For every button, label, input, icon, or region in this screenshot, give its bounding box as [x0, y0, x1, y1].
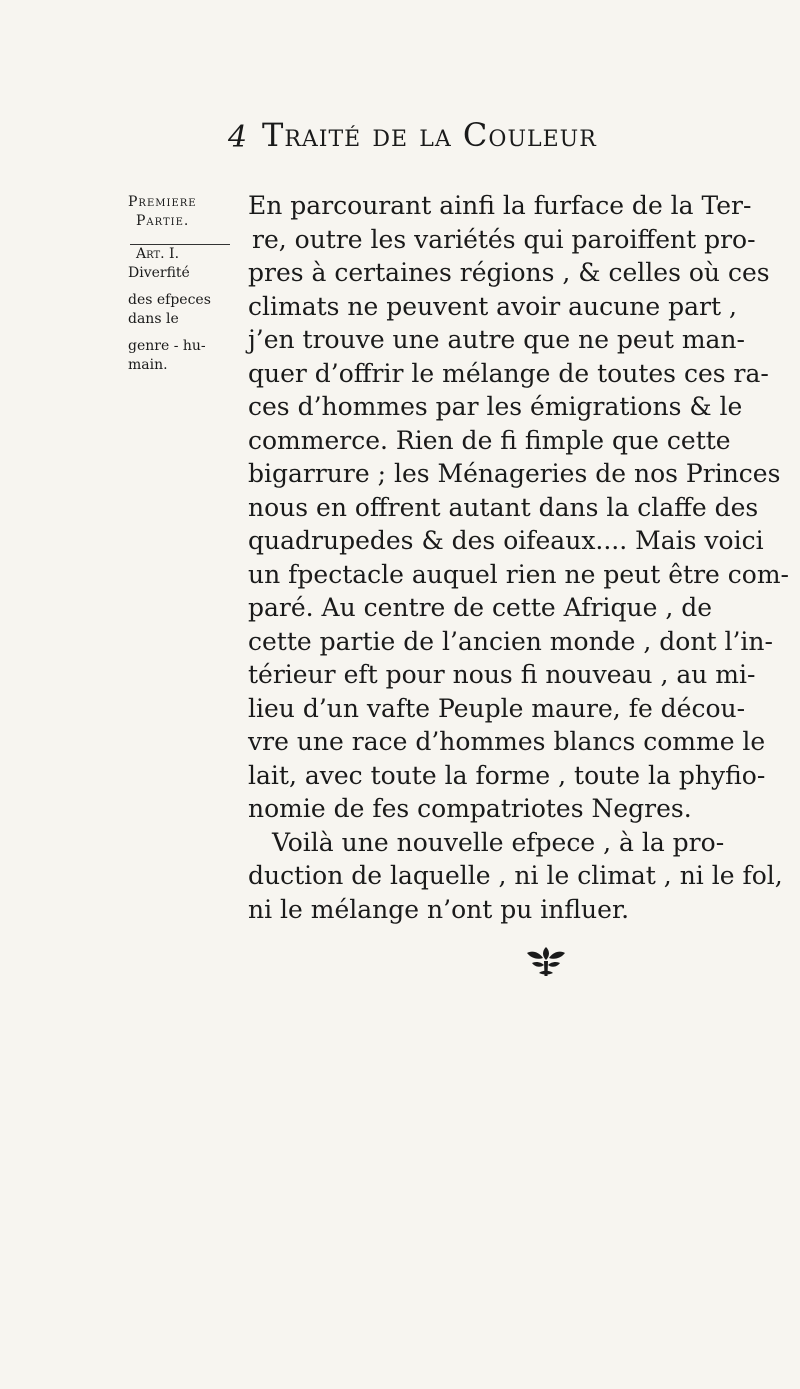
- text-line: lait, avec toute la forme , toute la phyfio-: [248, 760, 766, 790]
- text-line: nous en offrent autant dans la claffe des: [248, 492, 759, 522]
- text-line: cette partie de l’ancien monde , dont l’in-: [248, 626, 773, 656]
- text-line: bigarrure ; les Ménageries de nos Princes: [248, 459, 781, 488]
- margin-section-2: Partie.: [136, 213, 190, 229]
- margin-line: des efpeces: [128, 292, 211, 308]
- text-line: vre une race d’hommes blancs comme le: [248, 727, 766, 756]
- text-line: un fpectacle auquel rien ne peut être com-: [248, 559, 790, 589]
- text-line: lieu d’un vafte Peuple maure, fe décou-: [248, 693, 746, 723]
- margin-line: Diverfité: [128, 265, 190, 281]
- margin-note: [128, 193, 240, 375]
- text-line: En parcourant ainfi la furface de la Ter-: [248, 191, 752, 220]
- text-line: ces d’hommes par les émigrations & le: [248, 392, 743, 421]
- page-number: 4: [228, 120, 248, 155]
- text-line: pres à certaines régions , & celles où ces: [248, 258, 770, 287]
- margin-section: Premiere: [128, 194, 197, 210]
- text-line: nomie de fes compatriotes Negres.: [248, 794, 692, 823]
- running-head: [228, 112, 668, 156]
- margin-article: Art. I.: [136, 246, 180, 262]
- text-line: re, outre les variétés qui paroiffent pro-: [252, 224, 756, 254]
- text-line: quer d’offrir le mélange de toutes ces ra-: [248, 358, 769, 388]
- running-title: Traité de la Couleur: [262, 116, 597, 154]
- text-line: Voilà une nouvelle efpece , à la pro-: [272, 827, 725, 857]
- body-text: [248, 189, 800, 926]
- text-line: paré. Au centre de cette Afrique , de: [248, 593, 713, 622]
- margin-line: main.: [128, 357, 168, 373]
- text-line: ni le mélange n’ont pu influer.: [248, 894, 630, 924]
- margin-line: genre - hu-: [128, 338, 206, 354]
- text-line: climats ne peuvent avoir aucune part ,: [248, 291, 737, 321]
- text-line: commerce. Rien de fi fimple que cette: [248, 425, 731, 455]
- text-line: quadrupedes & des oifeaux.... Mais voici: [248, 526, 764, 555]
- text-line: j’en trouve une autre que ne peut man-: [248, 325, 745, 354]
- margin-rule: [130, 244, 230, 245]
- margin-line: dans le: [128, 311, 179, 327]
- fleuron-icon: [523, 943, 569, 979]
- text-line: duction de laquelle , ni le climat , ni le fol,: [248, 861, 783, 890]
- text-line: térieur eft pour nous fi nouveau , au mi-: [248, 660, 756, 689]
